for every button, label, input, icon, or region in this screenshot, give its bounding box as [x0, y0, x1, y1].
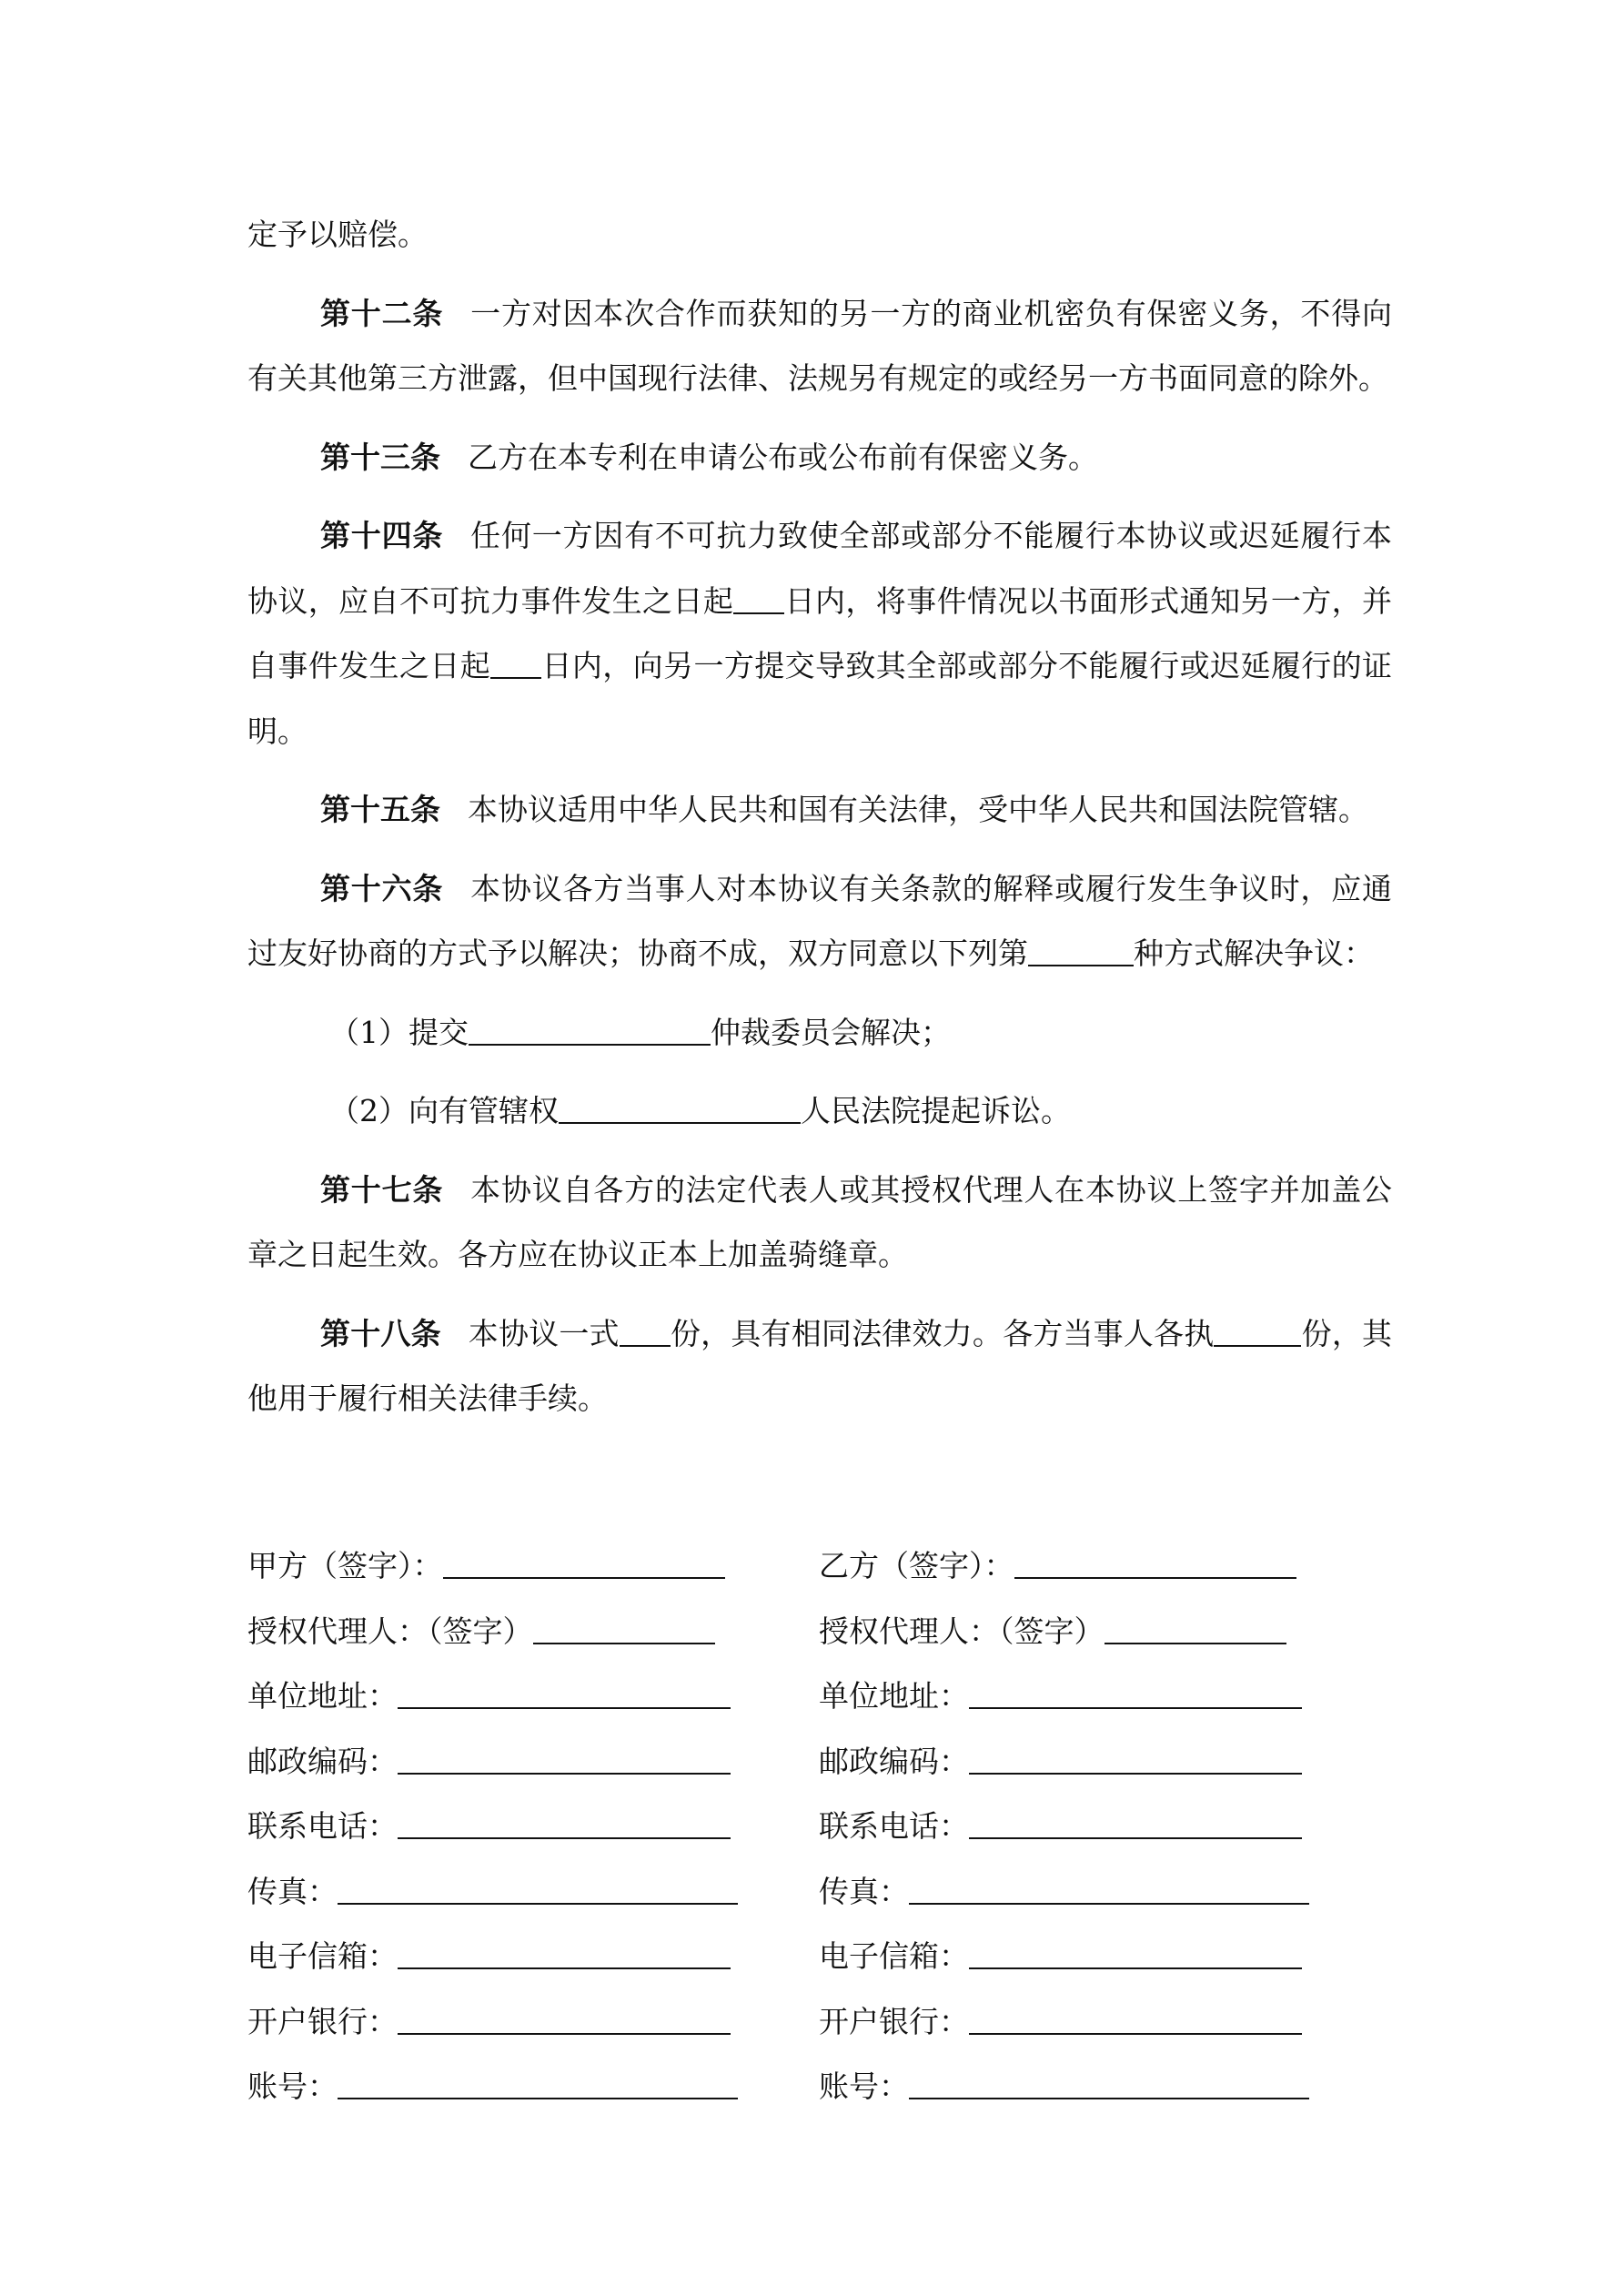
article-text: 本协议自各方的法定代表人或其授权代理人在本协议上签字并加盖公章之日起生效。各方应在协议正本上加盖骑缝章。: [247, 1171, 1393, 1272]
signature-line[interactable]: [969, 1810, 1302, 1839]
fill-blank[interactable]: [469, 1017, 711, 1046]
sig-row-bank: [247, 1989, 793, 2055]
article-text: 份，其他用于履行相关法律手续。: [247, 1315, 1393, 1416]
sig-row-account: [247, 2054, 793, 2119]
article-15: [247, 777, 1392, 843]
article-17: [247, 1158, 1392, 1288]
article-label: 第十二条: [320, 295, 444, 331]
article-label: 第十八条: [320, 1315, 441, 1351]
sig-label: 联系电话：: [819, 1808, 969, 1844]
article-label: 第十六条: [320, 870, 444, 906]
article-label: 第十四条: [320, 518, 444, 553]
article-text: 本协议适用中华人民共和国有关法律，受中华人民共和国法院管辖。: [468, 792, 1368, 827]
article-18: [247, 1301, 1392, 1431]
signature-line[interactable]: [909, 1876, 1309, 1905]
dispute-option-2: [247, 1078, 1392, 1144]
party-a-signature-block: [247, 1533, 793, 2119]
article-text: 日内，向另一方提交导致其全部或部分不能履行或迟延履行的证明。: [247, 648, 1393, 749]
signature-line[interactable]: [398, 1680, 731, 1709]
article-label: 第十三条: [320, 439, 440, 475]
signature-line[interactable]: [443, 1550, 725, 1579]
signature-line[interactable]: [1014, 1550, 1296, 1579]
sig-row-agent: [247, 1599, 793, 1664]
sig-row-fax: [247, 1859, 793, 1925]
article-text: 任何一方因有不可抗力致使全部或部分不能履行本协议或迟延履行本协议，应自不可抗力事件发生之日起: [247, 518, 1393, 619]
option-text: （2）向有管辖权: [329, 1093, 559, 1128]
article-text: 份，具有相同法律效力。各方当事人各执: [670, 1315, 1215, 1351]
party-b-signature-block: [819, 1533, 1365, 2119]
option-text: 仲裁委员会解决；: [711, 1014, 951, 1050]
article-text: 种方式解决争议：: [1134, 936, 1374, 971]
sig-label: 授权代理人：（签字）: [247, 1613, 533, 1649]
sig-row-address: [819, 1664, 1365, 1729]
signature-line[interactable]: [1105, 1615, 1286, 1644]
sig-row-postcode: [819, 1729, 1365, 1795]
sig-row-agent: [819, 1599, 1365, 1664]
sig-label: 授权代理人：（签字）: [819, 1613, 1105, 1649]
fill-blank[interactable]: [490, 650, 541, 679]
article-text: 本协议一式: [468, 1315, 620, 1351]
fill-blank[interactable]: [1214, 1318, 1301, 1347]
dispute-option-1: [247, 1000, 1392, 1066]
fill-blank[interactable]: [559, 1095, 801, 1124]
sig-row-phone: [247, 1794, 793, 1859]
sig-label: 账号：: [819, 2068, 909, 2104]
article-13: [247, 425, 1392, 491]
article-label: 第十五条: [320, 792, 440, 827]
fill-blank[interactable]: [1028, 937, 1134, 966]
article-text: 一方对因本次合作而获知的另一方的商业机密负有保密义务，不得向有关其他第三方泄露，但中国现行法律、法规另有规定的或经另一方书面同意的除外。: [247, 295, 1393, 396]
signature-line[interactable]: [398, 1745, 731, 1775]
signature-line[interactable]: [533, 1615, 715, 1644]
sig-row-fax: [819, 1859, 1365, 1925]
continuation-text: 定予以赔偿。: [247, 217, 428, 252]
sig-label: 传真：: [247, 1873, 338, 1909]
sig-label: 单位地址：: [819, 1678, 969, 1714]
signature-line[interactable]: [969, 1745, 1302, 1775]
signature-line[interactable]: [338, 2070, 738, 2099]
signature-line[interactable]: [969, 2006, 1302, 2035]
sig-label: 单位地址：: [247, 1678, 398, 1714]
article-12: [247, 281, 1392, 411]
sig-label: 甲方（签字）：: [247, 1548, 443, 1583]
signature-line[interactable]: [969, 1940, 1302, 1969]
sig-row-address: [247, 1664, 793, 1729]
sig-label: 电子信箱：: [247, 1938, 398, 1974]
fill-blank[interactable]: [733, 585, 784, 614]
contract-body: [247, 202, 1392, 1445]
sig-row-bank: [819, 1989, 1365, 2055]
article-text: 乙方在本专利在申请公布或公布前有保密义务。: [468, 439, 1098, 475]
article-label: 第十七条: [320, 1171, 444, 1208]
fill-blank[interactable]: [620, 1318, 671, 1347]
sig-label: 电子信箱：: [819, 1938, 969, 1974]
sig-label: 乙方（签字）：: [819, 1548, 1014, 1583]
option-text: 人民法院提起诉讼。: [801, 1093, 1071, 1128]
article-text: 本协议各方当事人对本协议有关条款的解释或履行发生争议时，应通过友好协商的方式予以解决；协商不成，双方同意以下列第: [247, 870, 1393, 971]
sig-row-postcode: [247, 1729, 793, 1795]
sig-row-email: [247, 1924, 793, 1989]
article-text: 日内，将事件情况以书面形式通知另一方，并自事件发生之日起: [247, 582, 1393, 683]
sig-label: 邮政编码：: [819, 1743, 969, 1779]
signature-line[interactable]: [969, 1680, 1302, 1709]
sig-row-phone: [819, 1794, 1365, 1859]
option-text: （1）提交: [329, 1014, 469, 1050]
article-14: [247, 503, 1392, 764]
sig-row-email: [819, 1924, 1365, 1989]
signature-line[interactable]: [338, 1876, 738, 1905]
sig-label: 账号：: [247, 2068, 338, 2104]
article-16: [247, 856, 1392, 986]
signature-line[interactable]: [909, 2070, 1309, 2099]
sig-label: 开户银行：: [819, 2003, 969, 2039]
sig-row-sign: [247, 1533, 793, 1599]
signature-line[interactable]: [398, 1810, 731, 1839]
sig-label: 开户银行：: [247, 2003, 398, 2039]
signature-line[interactable]: [398, 2006, 731, 2035]
sig-label: 联系电话：: [247, 1808, 398, 1844]
signature-line[interactable]: [398, 1940, 731, 1969]
sig-row-sign: [819, 1533, 1365, 1599]
sig-row-account: [819, 2054, 1365, 2119]
sig-label: 邮政编码：: [247, 1743, 398, 1779]
sig-label: 传真：: [819, 1873, 909, 1909]
